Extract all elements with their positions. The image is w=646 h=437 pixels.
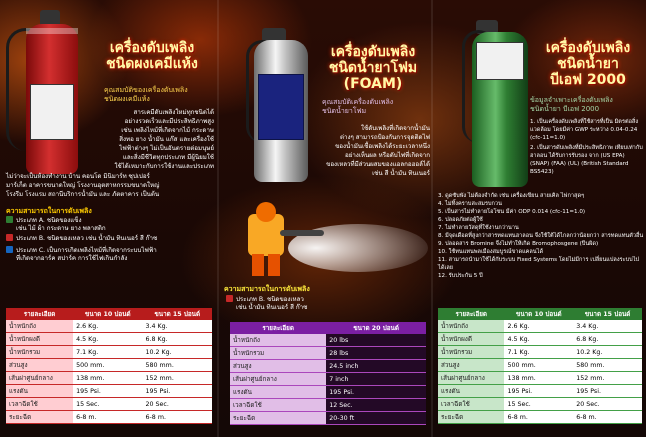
table-cell: น้ำหนักถัง	[438, 320, 504, 333]
table-row	[230, 412, 426, 425]
capability-row-b: ประเภท B. ชนิดของเหลว เช่น น้ำมัน ทินเนอร์ สี ก๊าซ	[6, 234, 216, 243]
table-cell: 10.2 Kg.	[573, 346, 642, 359]
fire-extinguisher-silver-icon	[254, 40, 308, 182]
table-row	[6, 398, 212, 411]
table-cell: 195 Psi.	[326, 386, 426, 399]
table-cell: 28 lbs	[326, 347, 426, 360]
list-item: 9. ปลอดสาร Bromine จึงไม่ทำให้เกิด Bromophosgene (ปีนผิด)	[438, 241, 599, 247]
table-cell: 20 lbs	[326, 334, 426, 347]
table-cell: 3.4 Kg.	[573, 320, 642, 333]
table-cell: เส้นผ่าศูนย์กลาง	[230, 373, 326, 386]
panel3-title: เครื่องดับเพลิง ชนิดน้ำยา บีเอฟ 2000	[545, 40, 631, 88]
spec-table-foam	[230, 322, 426, 425]
table-cell: 10.2 Kg.	[143, 346, 212, 359]
table-header: ขนาด 10 ปอนด์	[73, 308, 142, 320]
table-cell: 500 mm.	[73, 359, 142, 372]
table-cell: แรงดัน	[438, 385, 504, 398]
table-cell: 20-30 ft	[326, 412, 426, 425]
firefighter-spraying-icon	[228, 200, 428, 278]
panel1-description-wide: ไม่ว่าจะเป็นห้องทำงาน บ้าน คอนโด มินิมาร์ท ซุปเปอร์ มาร์เก็ต อาคารขนาดใหญ่ โรงงานอุตสาหกรรมขนาดใหญ่ โรงรีม โรงแรม สถานีบริการน้ำมัน และ ภัตตาคาร เป็นต้น	[6, 173, 160, 198]
table-row	[6, 346, 212, 359]
table-cell: เส้นผ่าศูนย์กลาง	[6, 372, 73, 385]
class-a-icon	[6, 216, 13, 223]
table-header: ขนาด 10 ปอนด์	[504, 308, 573, 320]
table-cell: 195 Psi.	[143, 385, 212, 398]
spec-table-bf2000	[438, 308, 642, 424]
table-cell: 12 Sec.	[326, 399, 426, 412]
table-row	[6, 385, 212, 398]
fire-extinguisher-green-icon	[472, 32, 528, 187]
table-cell: ระยะฉีด	[230, 412, 326, 425]
table-cell: 152 mm.	[143, 372, 212, 385]
table-cell: 20 Sec.	[143, 398, 212, 411]
table-cell: 6-8 m.	[143, 411, 212, 424]
list-item: 5. เป็นสารไม่ทำลายโอโซน มีค่า ODP 0.014 (cfc-11=1.0)	[438, 209, 586, 215]
class-b-icon	[6, 234, 13, 241]
table-cell: 4.5 Kg.	[73, 333, 142, 346]
table-row	[438, 385, 642, 398]
table-cell: 152 mm.	[573, 372, 642, 385]
table-cell: 2.6 Kg.	[73, 320, 142, 333]
table-cell: 138 mm.	[73, 372, 142, 385]
table-cell: เวลาฉีดใช้	[6, 398, 73, 411]
table-header: รายละเอียด	[6, 308, 73, 320]
table-cell: 580 mm.	[573, 359, 642, 372]
table-cell: 6-8 m.	[504, 411, 573, 424]
table-header: รายละเอียด	[230, 322, 326, 334]
table-cell: 6-8 m.	[573, 411, 642, 424]
table-cell: น้ำหนักรวม	[438, 346, 504, 359]
list-item: 3. ดูดซับพัง ไม่ต้องจำกัด เช่น เครื่องเขียน สายเคิล ไฟกาสุดๆ	[438, 193, 585, 199]
table-row	[230, 347, 426, 360]
table-header: รายละเอียด	[438, 308, 504, 320]
table-cell: 4.5 Kg.	[504, 333, 573, 346]
table-row	[438, 320, 642, 333]
table-row	[230, 386, 426, 399]
list-item: 8. มีจุดเดือดที่สูงกว่าสารทดแทนฮาลอน จึงใช้ใต้ได้ไกลกว่าน้อยกว่า สารทดแทนตัวอื่น	[438, 233, 644, 239]
spec-table-dry-chemical	[6, 308, 212, 424]
panel1-title: เครื่องดับเพลิง ชนิดผงเคมีแห้ง	[106, 40, 198, 72]
list-item: 2. เป็นสารดับเพลิงที่มีประสิทธิภาพ เทียบเท่ากับฮาลอน ได้รับการรับรอง จาก (US EPA) (SNAP) (FAA) (UL) (British Standard BS5423)	[530, 145, 643, 175]
table-row	[230, 373, 426, 386]
table-cell: ส่วนสูง	[6, 359, 73, 372]
table-row	[230, 399, 426, 412]
table-cell: 15 Sec.	[504, 398, 573, 411]
fire-extinguisher-red-icon	[26, 24, 78, 174]
list-item: 4. ไม่ทิ้งคราบสะสมรบกวน	[438, 201, 502, 207]
table-cell: 195 Psi.	[73, 385, 142, 398]
table-cell: 138 mm.	[504, 372, 573, 385]
panel-foam	[218, 0, 432, 437]
list-item: 6. ปลอดภัยต่อผู้ใช้	[438, 217, 483, 223]
panel3-subtitle: ข้อมูลจำเพาะเครื่องดับเพลิง ชนิดน้ำยา บีเอฟ 2000	[530, 96, 613, 113]
list-item: 11. สามารถนำมาใช้ได้กับระบบ Fixed Systems โดยไม่มีการ เปลี่ยนแปลงระบบไปได้เลย	[438, 257, 640, 271]
panel-dry-chemical	[0, 0, 218, 437]
table-row	[438, 398, 642, 411]
capability-row-a: ประเภท A. ชนิดของแข็ง เช่น ไม้ ผ้า กระดาษ ยาง พลาสติก	[6, 216, 216, 233]
table-cell: เส้นผ่าศูนย์กลาง	[438, 372, 504, 385]
table-cell: 6.8 Kg.	[143, 333, 212, 346]
table-header-row	[230, 322, 426, 334]
table-row	[230, 360, 426, 373]
table-header: ขนาด 15 ปอนด์	[573, 308, 642, 320]
table-row	[6, 359, 212, 372]
table-cell: ระยะฉีด	[438, 411, 504, 424]
table-cell: 24.5 inch	[326, 360, 426, 373]
table-cell: ระยะฉีด	[6, 411, 73, 424]
table-cell: น้ำหนักผงดี	[438, 333, 504, 346]
table-row	[438, 372, 642, 385]
table-cell: 7.1 Kg.	[73, 346, 142, 359]
class-b-icon	[226, 295, 233, 302]
table-cell: 6.8 Kg.	[573, 333, 642, 346]
panel3-feature-list	[438, 192, 644, 280]
panel2-subtitle: คุณสมบัติเครื่องดับเพลิง ชนิดน้ำยาโฟม	[322, 98, 394, 115]
table-row	[438, 346, 642, 359]
table-cell: น้ำหนักรวม	[6, 346, 73, 359]
table-row	[6, 320, 212, 333]
list-item: 10. ใช้ทนแทนพลเมืองสมบูรณ์ขาดแคลนได้	[438, 249, 544, 255]
table-row	[6, 411, 212, 424]
table-header-row	[438, 308, 642, 320]
table-cell: น้ำหนักถัง	[230, 334, 326, 347]
table-row	[438, 411, 642, 424]
panel-bf2000	[432, 0, 646, 437]
panel2-description: ใช้ดับเพลิงที่เกิดจากน้ำมัน ต่างๆ สามารถป้องกันการจุดติดไฟ ของน้ำมันเชื้อเพลิงได้ระยะเวลาหนึ่ง อย่างเห็นผล หรือดับไฟที่เกิดจาก ของเหลวที่มีส่วนผสมของแอลกอฮอล์ได้ เช่น สี น้ำมัน ทินเนอร์	[326, 125, 430, 177]
table-row	[438, 359, 642, 372]
table-cell: 3.4 Kg.	[143, 320, 212, 333]
table-cell: น้ำหนักถัง	[6, 320, 73, 333]
table-cell: 7.1 Kg.	[504, 346, 573, 359]
table-cell: 7 inch	[326, 373, 426, 386]
panel2-title: เครื่องดับเพลิง ชนิดน้ำยาโฟม (FOAM)	[328, 44, 418, 92]
capability-row-c: ประเภท C. เป็นการเกิดเพลิงไหม้ที่เกิดจากระบบไฟฟ้า ที่เกิดจากอาร์ค สปาร์ค การใช้ไฟเกินกำลัง	[6, 246, 216, 263]
table-header: ขนาด 15 ปอนด์	[143, 308, 212, 320]
table-row	[6, 333, 212, 346]
panel1-description: สารเคมีดับเพลิงใหม่ทุกชนิดได้ อย่างรวดเร็วและมีประสิทธิภาพสูง เช่น เพลิงไหม้ที่เกิดจากไม้ กระดาษ สิ่งทอ ยาง น้ำมัน แก๊ส และเครื่องใช้ ไฟฟ้าต่างๆ ไม่เป็นอันตรายต่อมนุษย์ และสิ่งมีชีวิตทุกประเภท มีผู้นิยมใช้ ใช้ได้เหมาะกับการใช้งานและประเภท	[114, 109, 214, 170]
capability-row-b: ประเภท B. ชนิดของเหลว เช่น น้ำมัน ทินเนอร์ สี ก๊าซ	[226, 295, 426, 312]
table-row	[438, 333, 642, 346]
table-cell: น้ำหนักรวม	[230, 347, 326, 360]
table-cell: 6-8 m.	[73, 411, 142, 424]
panel2-capability-title: ความสามารถในการดับเพลิง	[224, 285, 310, 293]
list-item: 7. ไม่ทำลายวัสดุที่ใช้งานกว่านาน	[438, 225, 519, 231]
table-row	[230, 334, 426, 347]
table-cell: 2.6 Kg.	[504, 320, 573, 333]
table-cell: ส่วนสูง	[230, 360, 326, 373]
table-cell: 20 Sec.	[573, 398, 642, 411]
panel1-subtitle: คุณสมบัติของเครื่องดับเพลิง ชนิดผงเคมีแห้ง	[104, 86, 188, 103]
class-c-icon	[6, 246, 13, 253]
table-cell: 15 Sec.	[73, 398, 142, 411]
table-cell: แรงดัน	[6, 385, 73, 398]
table-cell: 580 mm.	[143, 359, 212, 372]
table-cell: เวลาฉีดใช้	[230, 399, 326, 412]
table-cell: แรงดัน	[230, 386, 326, 399]
table-cell: 500 mm.	[504, 359, 573, 372]
table-header-row	[6, 308, 212, 320]
table-header: ขนาด 20 ปอนด์	[326, 322, 426, 334]
table-row	[6, 372, 212, 385]
table-cell: น้ำหนักผงดี	[6, 333, 73, 346]
table-cell: ส่วนสูง	[438, 359, 504, 372]
panel1-capability-title: ความสามารถในการดับเพลิง	[6, 207, 92, 215]
list-item: 1. เป็นเครื่องดับเพลิงที่ใช้สารที่เป็น มิตรต่อสิ่งแวดล้อม โดยมีค่า GWP ระหว่าง 0.04-0.24 (cfc-11=1.0)	[530, 119, 639, 141]
table-cell: เวลาฉีดใช้	[438, 398, 504, 411]
table-cell: 195 Psi.	[504, 385, 573, 398]
panel3-feature-list-top	[530, 118, 644, 176]
list-item: 12. รับประกัน 5 ปี	[438, 273, 483, 279]
table-cell: 195 Psi.	[573, 385, 642, 398]
